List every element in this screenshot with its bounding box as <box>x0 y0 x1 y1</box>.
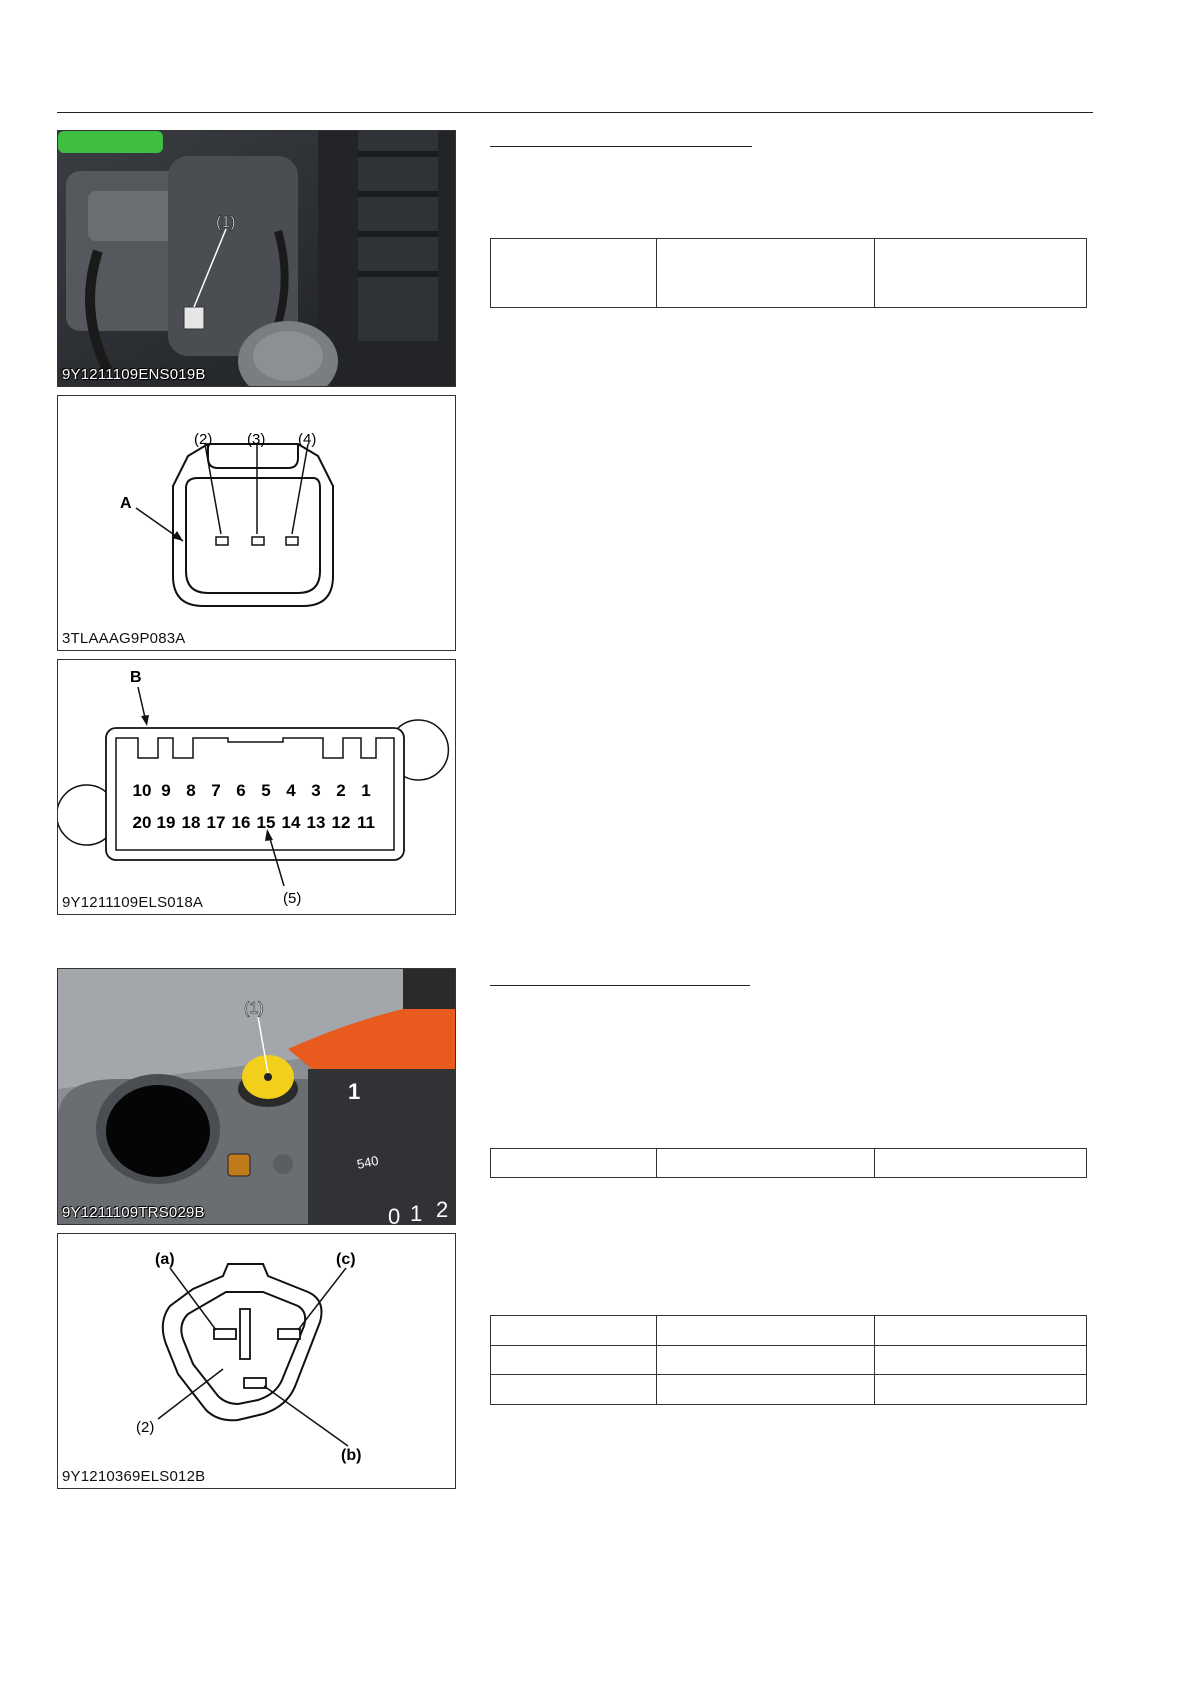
figure-code: 9Y1210369ELS012B <box>62 1468 206 1485</box>
engine-photo <box>58 131 456 387</box>
section-heading-underline-2 <box>490 985 750 986</box>
pin-label: 8 <box>186 781 196 800</box>
dial-mark: 1 <box>348 1079 361 1104</box>
twenty-pin-connector-figure <box>57 659 456 915</box>
terminal-label-a: (a) <box>155 1251 175 1268</box>
switch-photo <box>58 969 456 1225</box>
spec-table-1 <box>490 238 1087 308</box>
engine-photo-figure <box>57 130 456 387</box>
label-a: A <box>120 495 132 512</box>
table-cell <box>875 1345 1087 1375</box>
table-cell <box>875 1375 1087 1405</box>
pin-label: 11 <box>357 813 375 832</box>
switch-photo-figure <box>57 968 456 1225</box>
pin-label: 4 <box>286 781 296 800</box>
callout-2: (2) <box>194 431 213 448</box>
dial-mark: 1 <box>410 1201 423 1225</box>
pin-label: 1 <box>361 781 371 800</box>
terminal-c <box>278 1329 300 1339</box>
connector-a-diagram <box>58 396 456 651</box>
table-row <box>491 1345 1087 1375</box>
callout-1: (1) <box>244 1000 264 1017</box>
pin-label: 10 <box>132 781 152 800</box>
terminal-label-b: (b) <box>341 1447 362 1464</box>
table-row <box>491 1316 1087 1346</box>
table-cell <box>491 1316 657 1346</box>
pin-2 <box>216 537 228 545</box>
pin-label: 18 <box>181 813 201 832</box>
pin-label: 5 <box>261 781 271 800</box>
table-cell <box>491 1345 657 1375</box>
table-row <box>491 1149 1087 1178</box>
spec-table-2 <box>490 1148 1087 1178</box>
connector-b-diagram <box>58 660 456 915</box>
table-cell <box>657 1375 875 1405</box>
table-cell <box>875 1149 1087 1178</box>
pin-label: 3 <box>311 781 321 800</box>
pin-label: 2 <box>336 781 346 800</box>
figure-code: 9Y1211109ELS018A <box>62 894 204 911</box>
callout-5: (5) <box>283 890 302 907</box>
figure-code: 9Y1211109ENS019B <box>62 366 206 383</box>
table-cell <box>657 1345 875 1375</box>
terminal-b <box>244 1378 266 1388</box>
callout-2: (2) <box>136 1419 155 1436</box>
pin-label: 16 <box>231 813 251 832</box>
table-cell <box>491 239 657 308</box>
table-cell <box>875 239 1087 308</box>
pin-label: 6 <box>236 781 246 800</box>
callout-3: (3) <box>247 431 266 448</box>
table-cell <box>491 1375 657 1405</box>
table-cell <box>491 1149 657 1178</box>
dial-mark: 0 <box>388 1204 401 1225</box>
pin-label: 14 <box>281 813 301 832</box>
switch-terminal-figure <box>57 1233 456 1489</box>
terminal-a <box>214 1329 236 1339</box>
pin-label: 17 <box>206 813 226 832</box>
table-cell <box>657 1149 875 1178</box>
callout-1: (1) <box>216 214 236 231</box>
spec-table-3 <box>490 1315 1087 1405</box>
pin-label: 15 <box>256 813 276 832</box>
pin-label: 20 <box>132 813 152 832</box>
pin-label: 12 <box>331 813 351 832</box>
label-b: B <box>130 669 142 686</box>
dial-mark: 2 <box>436 1197 449 1222</box>
table-row <box>491 239 1087 308</box>
three-pin-connector-figure <box>57 395 456 651</box>
pin-4 <box>286 537 298 545</box>
center-terminal <box>240 1309 250 1359</box>
table-cell <box>875 1316 1087 1346</box>
indicator-button <box>228 1154 250 1176</box>
pin-label: 7 <box>211 781 221 800</box>
pin-label: 13 <box>306 813 326 832</box>
table-cell <box>657 1316 875 1346</box>
figure-code: 9Y1211109TRS029B <box>62 1204 205 1221</box>
sensor-connector-shape <box>184 307 204 329</box>
table-cell <box>657 239 875 308</box>
table-row <box>491 1375 1087 1405</box>
terminal-label-c: (c) <box>336 1251 356 1268</box>
pin-label: 19 <box>156 813 176 832</box>
section-heading-underline-1 <box>490 146 752 147</box>
callout-4: (4) <box>298 431 317 448</box>
pin-label: 9 <box>161 781 171 800</box>
pin-3 <box>252 537 264 545</box>
figure-code: 3TLAAAG9P083A <box>62 630 186 647</box>
header-rule <box>57 112 1093 113</box>
switch-terminal-diagram <box>58 1234 456 1489</box>
dial-mark: 540 <box>355 1152 380 1172</box>
